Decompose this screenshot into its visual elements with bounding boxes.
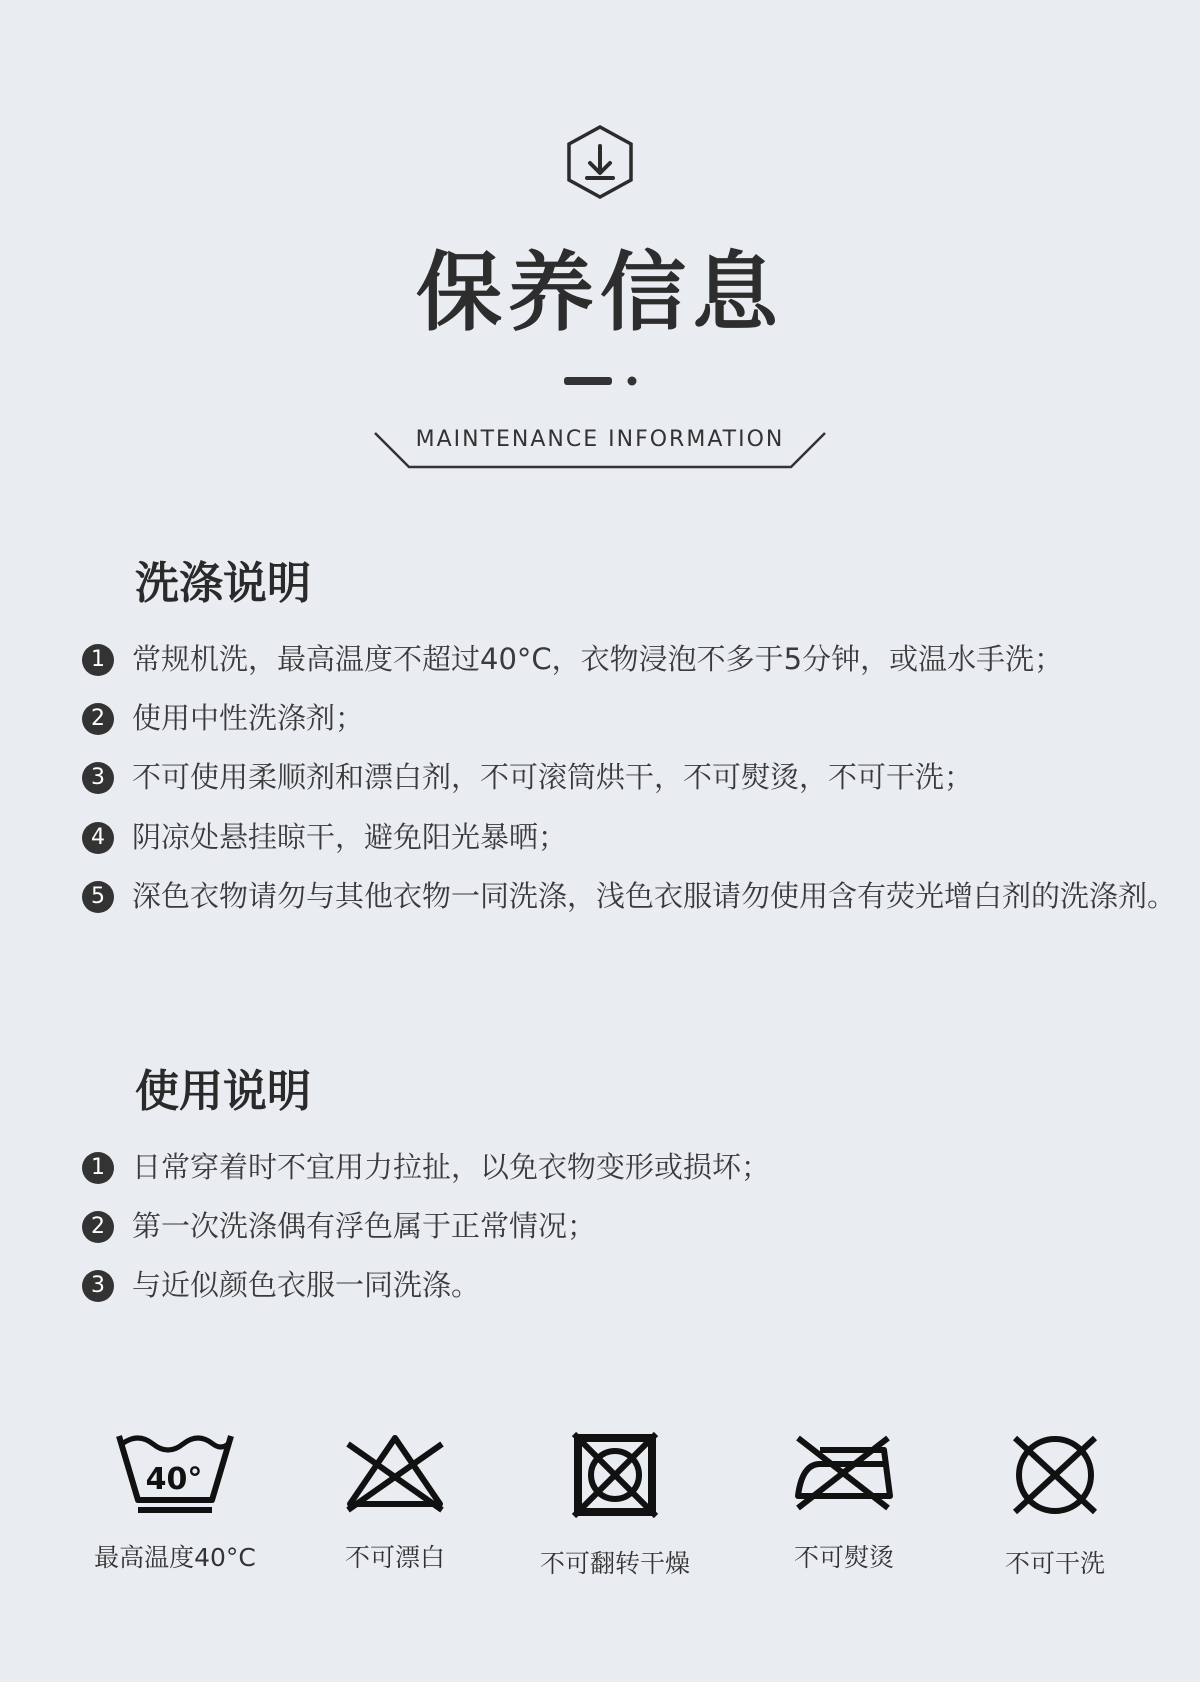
list-item-text: 不可使用柔顺剂和漂白剂，不可滚筒烘干，不可熨烫，不可干洗；: [132, 760, 974, 794]
washing-section-title: 洗涤说明: [135, 558, 311, 609]
hexagon-down-arrow-icon: [565, 124, 635, 200]
no-iron-icon: [792, 1430, 896, 1514]
list-item-text: 使用中性洗涤剂；: [132, 701, 365, 735]
care-label: 不可翻转干燥: [539, 1549, 690, 1578]
number-badge: 1: [82, 1152, 114, 1184]
care-label: 不可干洗: [1004, 1549, 1105, 1578]
list-item-text: 日常穿着时不宜用力拉扯，以免衣物变形或损坏；: [132, 1150, 771, 1184]
number-badge: 2: [82, 1211, 114, 1243]
care-label: 不可漂白: [344, 1543, 445, 1572]
wash-40-icon: [116, 1430, 234, 1514]
care-symbol: [980, 1430, 1130, 1580]
usage-section-title: 使用说明: [135, 1066, 311, 1117]
care-label: 不可熨烫: [793, 1543, 894, 1572]
no-bleach-icon: [342, 1430, 448, 1514]
page-title: 保养信息: [416, 243, 784, 343]
no-tumble-dry-icon: [570, 1430, 660, 1520]
care-symbol: [310, 1430, 480, 1574]
number-badge: 1: [82, 644, 114, 676]
list-item-text: 阴凉处悬挂晾干，避免阳光暴晒；: [132, 820, 568, 854]
title-decoration: [564, 376, 638, 386]
list-item-text: 与近似颜色衣服一同洗涤。: [132, 1268, 481, 1302]
care-label: 最高温度40°C: [94, 1543, 256, 1572]
number-badge: 3: [82, 1270, 114, 1302]
svg-text:40°: 40°: [145, 1462, 203, 1497]
no-dry-clean-icon: [1007, 1430, 1103, 1520]
number-badge: 2: [82, 703, 114, 735]
care-symbol: [760, 1430, 928, 1574]
list-item-text: 常规机洗，最高温度不超过40°C，衣物浸泡不多于5分钟，或温水手洗；: [132, 642, 1064, 676]
number-badge: 4: [82, 822, 114, 854]
care-symbol: [525, 1430, 705, 1580]
number-badge: 3: [82, 762, 114, 794]
number-badge: 5: [82, 881, 114, 913]
list-item-text: 第一次洗涤偶有浮色属于正常情况；: [132, 1209, 597, 1243]
list-item-text: 深色衣物请勿与其他衣物一同洗涤，浅色衣服请勿使用含有荧光增白剂的洗涤剂。: [132, 879, 1177, 913]
care-symbol: [80, 1430, 270, 1574]
page-subtitle: MAINTENANCE INFORMATION: [415, 427, 785, 452]
